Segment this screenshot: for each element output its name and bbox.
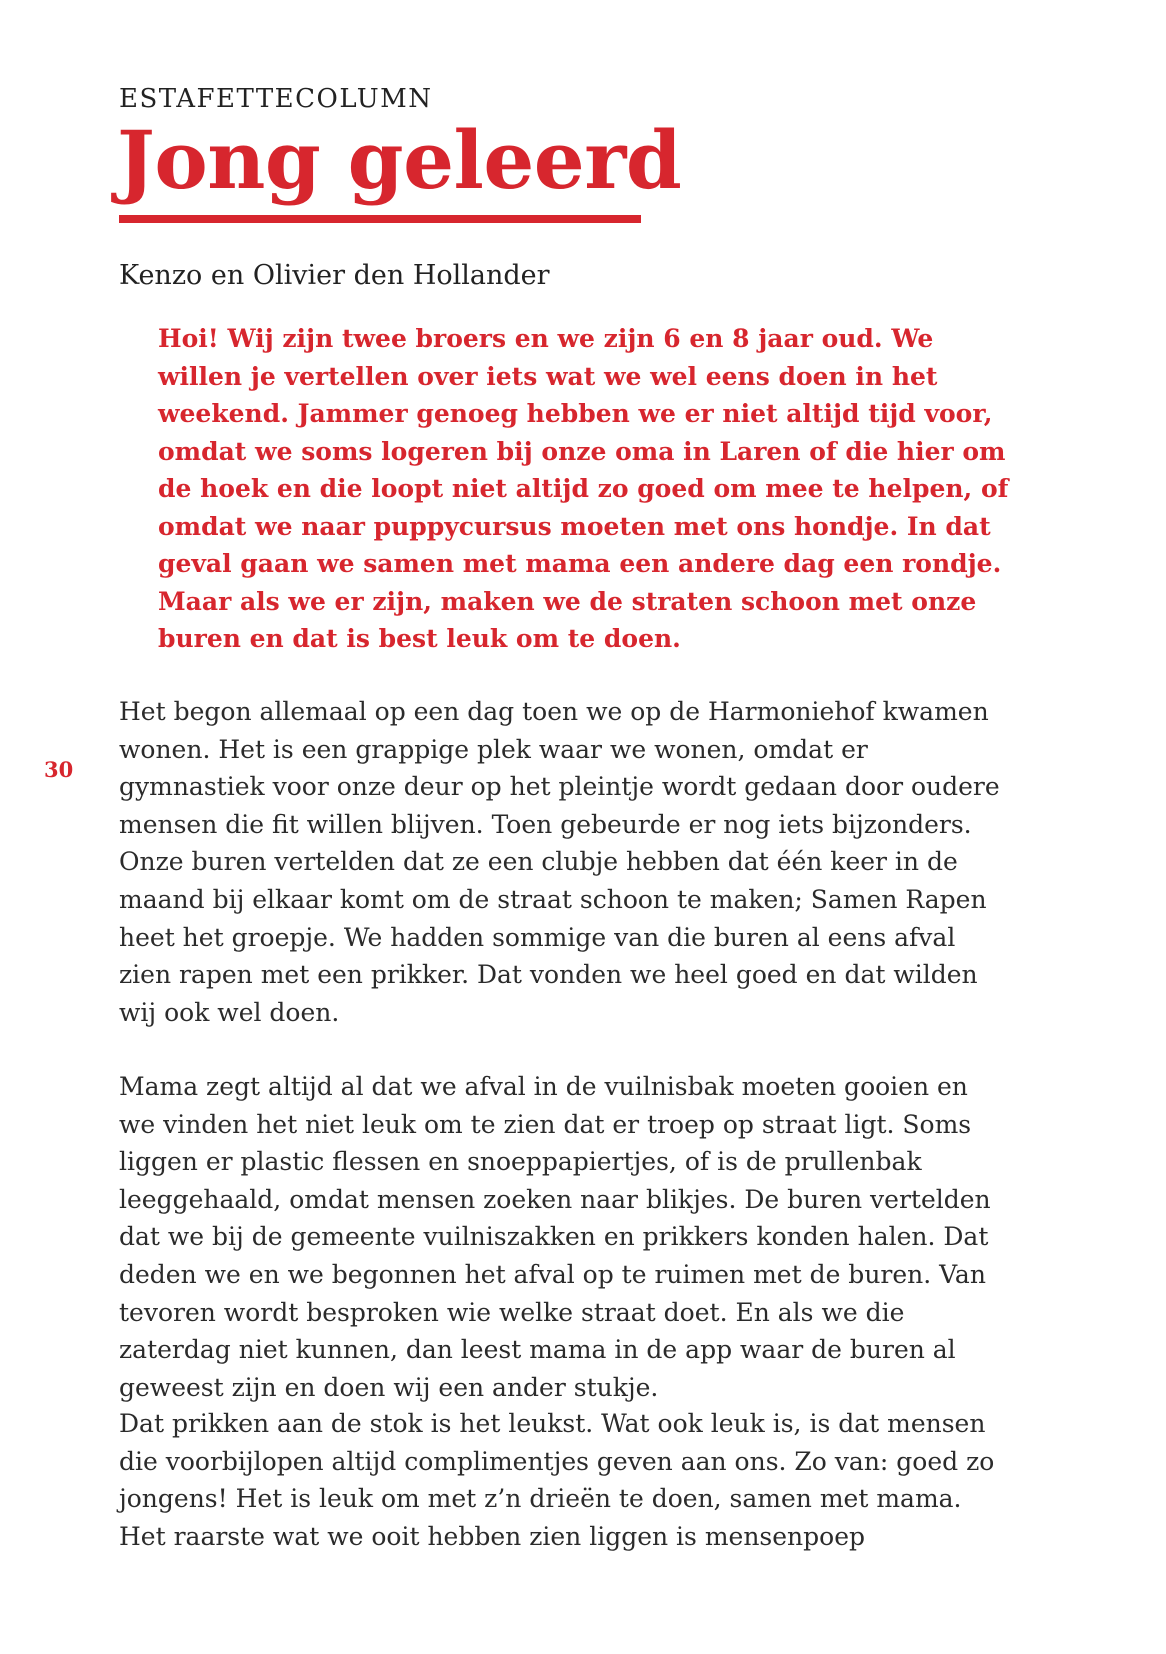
column-kicker: ESTAFETTECOLUMN — [119, 84, 433, 114]
body-paragraph-2: Mama zegt altijd al dat we afval in de vuilnisbak moeten gooien en we vinden het niet leuk om te zien dat er troep op straat ligt. Soms liggen er plastic flessen en snoeppapiertjes, of is de prullenbak leeggehaald, omdat mensen zoeken naar blikjes. De buren vertelden dat we bij de gemeente vuilniszakken en prikkers konden halen. Dat deden we en we begonnen het afval op te ruimen met de buren. Van tevoren wordt besproken wie welke straat doet. En als we die zaterdag niet kunnen, dan leest mama in de app waar de buren al geweest zijn en doen wij een ander stukje. — [119, 1072, 991, 1402]
page-number: 30 — [44, 757, 74, 782]
body-paragraph-3: Dat prikken aan de stok is het leukst. Wat ook leuk is, is dat mensen die voorbijlopen altijd complimentjes geven aan ons. Zo van: goed zo jongens! Het is leuk om met z’n drieën te doen, samen met mama. Het raarste wat we ooit hebben zien liggen is mensenpoep — [119, 1409, 995, 1551]
title-underline — [119, 215, 641, 223]
page-title: Jong geleerd — [117, 113, 682, 207]
intro-paragraph: Hoi! Wij zijn twee broers en we zijn 6 en 8 jaar oud. We willen je vertellen over iets wat we wel eens doen in het weekend. Jammer genoeg hebben we er niet altijd tijd voor, omdat we soms logeren bij onze oma in Laren of die hier om de hoek en die loopt niet altijd zo goed om mee te helpen, of omdat we naar puppycursus moeten met ons hondje. In dat geval gaan we samen met mama een andere dag een rondje. Maar als we er zijn, maken we de straten schoon met onze buren en dat is best leuk om te doen. — [158, 324, 1009, 653]
body-paragraph-1: Het begon allemaal op een dag toen we op de Harmoniehof kwamen wonen. Het is een grappige plek waar we wonen, omdat er gymnastiek voor onze deur op het pleintje wordt gedaan door oudere mensen die fit willen blijven. Toen gebeurde er nog iets bijzonders. Onze buren vertelden dat ze een clubje hebben dat één keer in de maand bij elkaar komt om de straat schoon te maken; Samen Rapen heet het groepje. We hadden sommige van die buren al eens afval zien rapen met een prikker. Dat vonden we heel goed en dat wilden wij ook wel doen. — [119, 697, 1000, 1027]
author-byline: Kenzo en Olivier den Hollander — [119, 260, 550, 291]
